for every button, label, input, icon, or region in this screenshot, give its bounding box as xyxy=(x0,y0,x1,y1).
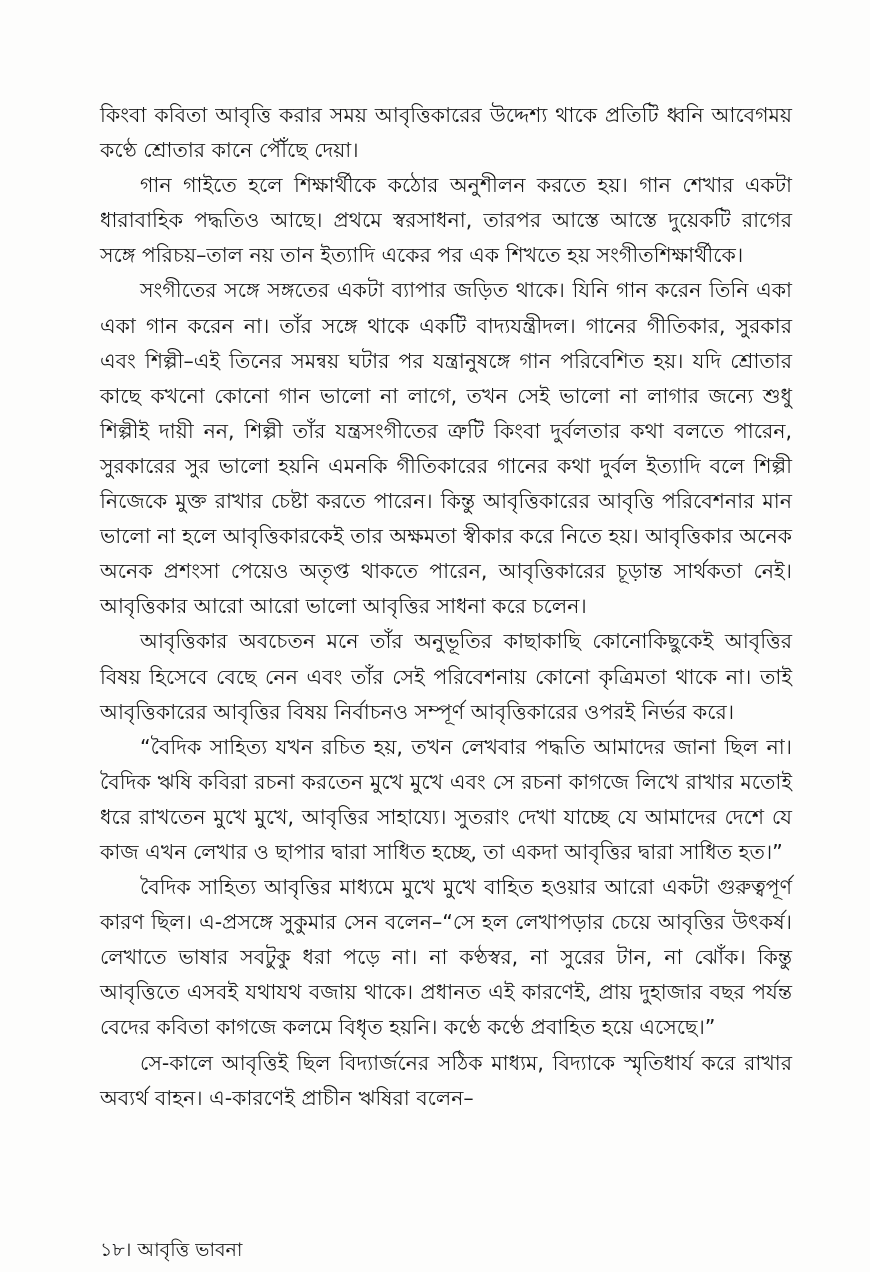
paragraph-ancient-sages: সে-কালে আবৃত্তিই ছিল বিদ্যার্জনের সঠিক মাধ্যম, বিদ্যাকে স্মৃতিধার্য করে রাখার অব্যর্থ বাহন। এ-কারণেই প্রাচীন ঋষিরা বলেন– xyxy=(100,1050,792,1110)
paragraph-subject-choice: আবৃত্তিকার অবচেতন মনে তাঁর অনুভূতির কাছাকাছি কোনোকিছুকেই আবৃত্তির বিষয় হিসেবে বেছে নেন এবং তাঁর সেই পরিবেশনায় কোনো কৃত্রিমতা থাকে না। তাই আবৃত্তিকারের আবৃত্তির বিষয় নির্বাচনও সম্পূর্ণ আবৃত্তিকারের ওপরই নির্ভর করে। xyxy=(100,629,792,724)
body-text xyxy=(100,98,792,1116)
paragraph-recitation-intro: কিংবা কবিতা আবৃত্তি করার সময় আবৃত্তিকারের উদ্দেশ্য থাকে প্রতিটি ধ্বনি আবেগময় কণ্ঠে শ্রোতার কানে পৌঁছে দেয়া। xyxy=(100,103,792,163)
paragraph-accompaniment: সংগীতের সঙ্গে সঙ্গতের একটা ব্যাপার জড়িত থাকে। যিনি গান করেন তিনি একা একা গান করেন না। তাঁর সঙ্গে থাকে একটি বাদ্যযন্ত্রীদল। গানের গীতিকার, সুরকার এবং শিল্পী–এই তিনের সমন্বয় ঘটার পর যন্ত্রানুষঙ্গে গান পরিবেশিত হয়। যদি শ্রোতার কাছে কখনো কোনো গান ভালো না লাগে, তখন সেই ভালো না লাগার জন্যে শুধু শিল্পীই দায়ী নন, শিল্পী তাঁর যন্ত্রসংগীতের ত্রুটি কিংবা দুর্বলতার কথা বলতে পারেন, সুরকারের সুর ভালো হয়নি এমনকি গীতিকারের গানের কথা দুর্বল ইত্যাদি বলে শিল্পী নিজেকে মুক্ত রাখার চেষ্টা করতে পারেন। কিন্তু আবৃত্তিকারের আবৃত্তি পরিবেশনার মান ভালো না হলে আবৃত্তিকারকেই তার অক্ষমতা স্বীকার করে নিতে হয়। আবৃত্তিকার অনেক অনেক প্রশংসা পেয়েও অতৃপ্ত থাকতে পারেন, আবৃত্তিকারের চূড়ান্ত সার্থকতা নেই। আবৃত্তিকার আরো আরো ভালো আবৃত্তির সাধনা করে চলেন। xyxy=(100,278,792,619)
paragraph-song-practice: গান গাইতে হলে শিক্ষার্থীকে কঠোর অনুশীলন করতে হয়। গান শেখার একটা ধারাবাহিক পদ্ধতিও আছে। প্রথমে স্বরসাধনা, তারপর আস্তে আস্তে দুয়েকটি রাগের সঙ্গে পরিচয়–তাল নয় তান ইত্যাদি একের পর এক শিখতে হয় সংগীতশিক্ষার্থীকে। xyxy=(100,173,792,268)
page-footer: ১৮। আবৃত্তি ভাবনা xyxy=(100,1239,243,1261)
paragraph-vedic-quote: “বৈদিক সাহিত্য যখন রচিত হয়, তখন লেখবার পদ্ধতি আমাদের জানা ছিল না। বৈদিক ঋষি কবিরা রচনা করতেন মুখে মুখে এবং সে রচনা কাগজে লিখে রাখার মতোই ধরে রাখতেন মুখে মুখে, আবৃত্তির সাহায্যে। সুতরাং দেখা যাচ্ছে যে আমাদের দেশে যে কাজ এখন লেখার ও ছাপার দ্বারা সাধিত হচ্ছে, তা একদা আবৃত্তির দ্বারা সাধিত হত।” xyxy=(100,734,792,864)
paragraph-sukumar-sen: বৈদিক সাহিত্য আবৃত্তির মাধ্যমে মুখে মুখে বাহিত হওয়ার আরো একটা গুরুত্বপূর্ণ কারণ ছিল। এ-প্রসঙ্গে সুকুমার সেন বলেন–“সে হল লেখাপড়ার চেয়ে আবৃত্তির উৎকর্ষ। লেখাতে ভাষার সবটুকু ধরা পড়ে না। না কণ্ঠস্বর, না সুরের টান, না ঝোঁক। কিন্তু আবৃত্তিতে এসবই যথাযথ বজায় থাকে। প্রধানত এই কারণেই, প্রায় দুহাজার বছর পর্যন্ত বেদের কবিতা কাগজে কলমে বিধৃত হয়নি। কণ্ঠে কণ্ঠে প্রবাহিত হয়ে এসেছে।” xyxy=(100,875,792,1040)
